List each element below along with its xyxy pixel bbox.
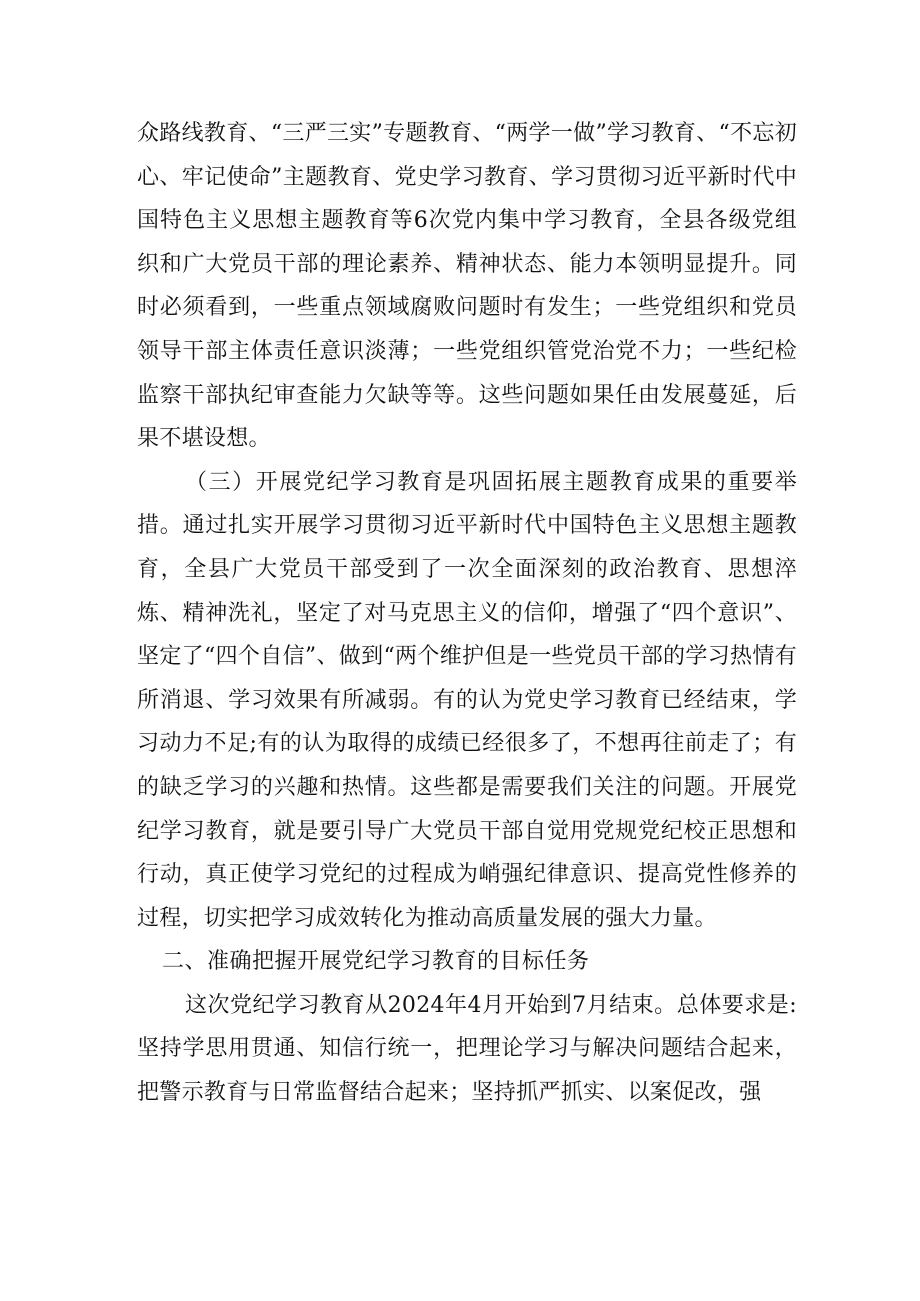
section-heading: 二、准确把握开展党纪学习教育的目标任务	[162, 949, 590, 975]
paragraph-section-three: （三）开展党纪学习教育是巩固拓展主题教育成果的重要举措。通过扎实开展学习贯彻习近平新时代中国特色主义思想主题教育，全县广大党员干部受到了一次全面深刻的政治教育、思想淬炼、精神洗礼，坚定了对马克思主义的信仰，增强了“四个意识”、坚定了“四个自信”、做到“两个维护但是一些党员干部的学习热情有所消退、学习效果有所减弱。有的认为党史学习教育已经结束，学习动力不足;有的认为取得的成绩已经很多了，不想再往前走了；有的缺乏学习的兴趣和热情。这些都是需要我们关注的问题。开展党纪学习教育，就是要引导广大党员干部自觉用党规党纪校正思想和行动，真正使学习党纪的过程成为峭强纪律意识、提高党性修养的过程，切实把学习成效转化为推动高质量发展的强大力量。	[137, 469, 797, 931]
paragraph-continuation: 众路线教育、“三严三实”专题教育、“两学一做”学习教育、“不忘初心、牢记使命”主题教育、党史学习教育、学习贯彻习近平新时代中国特色主义思想主题教育等6次党内集中学习教育，全县各级党组织和广大党员干部的理论素养、精神状态、能力本领明显提升。同时必须看到，一些重点领域腐败问题时有发生；一些党组织和党员领导干部主体责任意识淡薄；一些党组织管党治党不力；一些纪检监察干部执纪审查能力欠缺等等。这些问题如果任由发展蔓延，后果不堪设想。	[137, 121, 797, 452]
paragraph-overall-requirements: 这次党纪学习教育从2024年4月开始到7月结束。总体要求是:坚持学思用贯通、知信行统一，把理论学习与解决问题结合起来，把警示教育与日常监督结合起来；坚持抓严抓实、以案促改，强	[137, 992, 797, 1106]
document-body	[137, 112, 797, 1115]
